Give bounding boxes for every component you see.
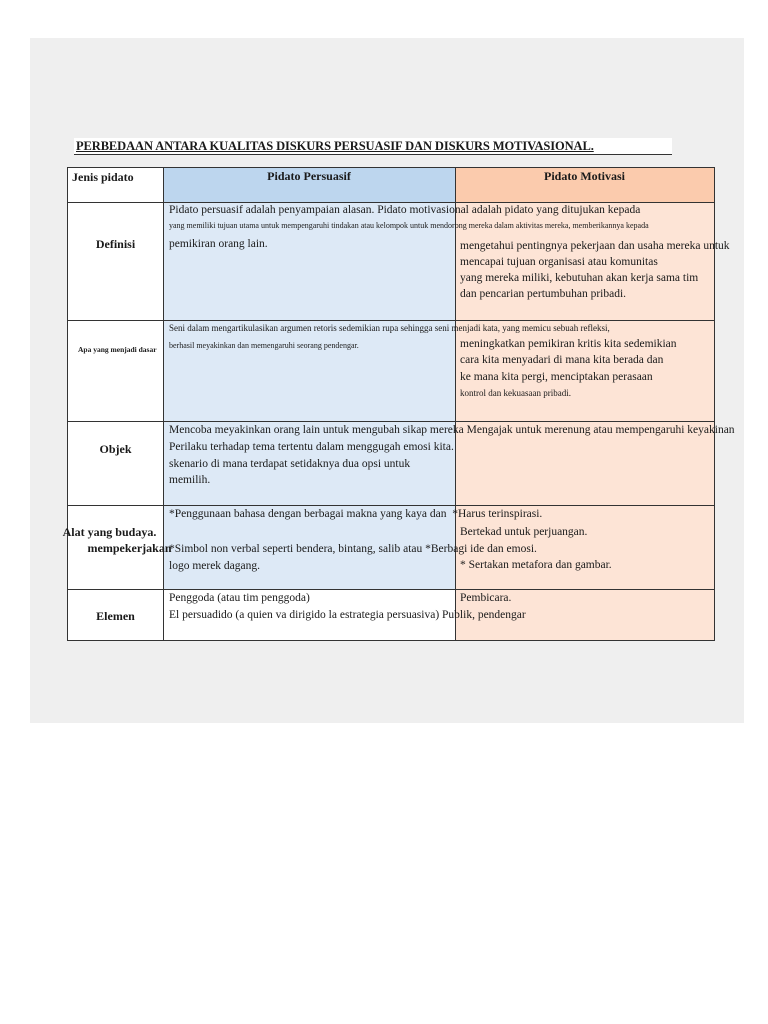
row-label-definisi: Definisi: [95, 237, 136, 251]
dasar-persuasif-line2: berhasil meyakinkan dan memengaruhi seorang pendengar.: [169, 341, 359, 350]
column-divider: [455, 168, 456, 640]
definisi-motivasi-line1: mengetahui pentingnya pekerjaan dan usaha mereka untuk: [460, 240, 730, 252]
objek-persuasif-line1: Mencoba meyakinkan orang lain untuk mengubah sikap mereka Mengajak untuk merenung atau mempengaruhi keyakinan: [169, 424, 735, 436]
header-jenis-pidato: Jenis pidato: [72, 170, 134, 184]
row-label-alat-line1: Alat yang budaya.: [62, 525, 157, 539]
header-pidato-motivasi: Pidato Motivasi: [544, 169, 625, 183]
dasar-motivasi-line3: ke mana kita pergi, menciptakan perasaan: [460, 371, 653, 383]
definisi-motivasi-line2: mencapai tujuan organisasi atau komunitas: [460, 256, 658, 268]
definisi-persuasif-line1: Pidato persuasif adalah penyampaian alasan. Pidato motivasional adalah pidato yang ditujukan kepada: [169, 204, 641, 216]
alat-motivasi-line1: Bertekad untuk perjuangan.: [460, 526, 588, 538]
comparison-table: [62, 167, 735, 641]
row-label-objek: Objek: [99, 442, 132, 456]
definisi-motivasi-line4: dan pencarian pertumbuhan pribadi.: [460, 288, 627, 300]
header-cell-jenis: [68, 168, 163, 202]
definisi-persuasif-line3: pemikiran orang lain.: [169, 238, 268, 250]
elemen-motivasi-line1: Pembicara.: [460, 592, 512, 604]
row-label-dasar: Apa yang menjadi dasar: [78, 345, 157, 354]
objek-persuasif-line3: skenario di mana terdapat setidaknya dua opsi untuk: [169, 458, 411, 470]
definisi-persuasif-line2: yang memiliki tujuan utama untuk mempengaruhi tindakan atau kelompok untuk mendorong mereka dalam aktivitas mereka, memberikannya kepada: [169, 221, 649, 230]
row-label-elemen: Elemen: [96, 609, 135, 623]
header-cell-persuasif: [163, 168, 455, 202]
header-pidato-persuasif: Pidato Persuasif: [267, 169, 351, 183]
row-divider: [68, 589, 714, 590]
dasar-persuasif-line1: Seni dalam mengartikulasikan argumen retoris sedemikian rupa sehingga seni menjadi kata, yang memicu sebuah refleksi,: [169, 323, 610, 333]
column-divider: [163, 168, 164, 640]
dasar-motivasi-line2: cara kita menyadari di mana kita berada dan: [460, 354, 664, 366]
alat-persuasif-line1: *Penggunaan bahasa dengan berbagai makna yang kaya dan *Harus terinspirasi.: [169, 508, 543, 520]
definisi-motivasi-line3: yang mereka miliki, kebutuhan akan kerja sama tim: [460, 272, 699, 284]
alat-persuasif-line2: *Simbol non verbal seperti bendera, bintang, salib atau *Berbagi ide dan emosi.: [169, 543, 537, 555]
row-label-alat-line2: mempekerjakan: [87, 541, 172, 555]
elemen-persuasif-line1: Penggoda (atau tim penggoda): [169, 592, 310, 604]
elemen-persuasif-line2: El persuadido (a quien va dirigido la estrategia persuasiva) Publik, pendengar: [169, 609, 526, 621]
column-persuasif: [163, 202, 455, 589]
dasar-motivasi-line4: kontrol dan kekuasaan pribadi.: [460, 388, 571, 398]
alat-persuasif-line3: logo merek dagang.: [169, 560, 261, 572]
header-cell-motivasi: [455, 168, 714, 202]
objek-persuasif-line4: memilih.: [169, 474, 211, 486]
document-title: PERBEDAAN ANTARA KUALITAS DISKURS PERSUASIF DAN DISKURS MOTIVASIONAL.: [74, 138, 672, 155]
dasar-motivasi-line1: meningkatkan pemikiran kritis kita sedemikian: [460, 338, 677, 350]
alat-motivasi-line2: * Sertakan metafora dan gambar.: [460, 559, 612, 571]
objek-persuasif-line2: Perilaku terhadap tema tertentu dalam menggugah emosi kita.: [169, 441, 454, 453]
